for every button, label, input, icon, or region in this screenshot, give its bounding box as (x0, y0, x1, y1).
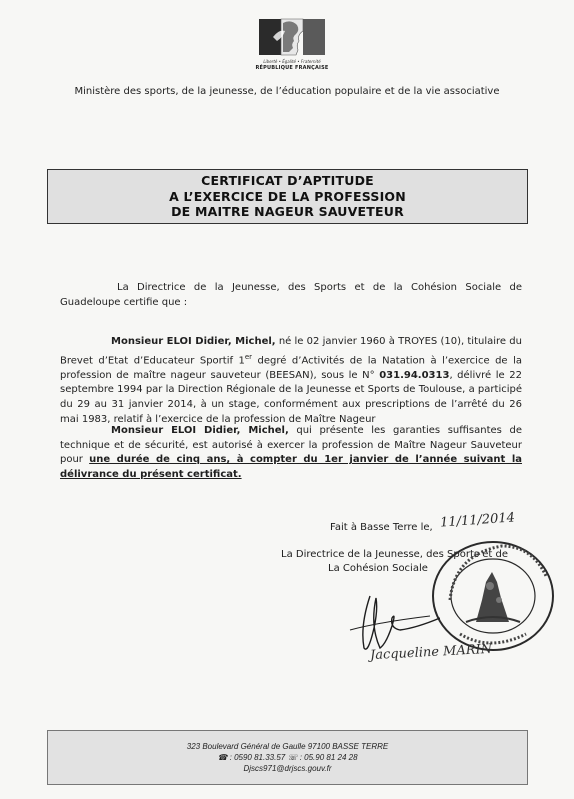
logo-republic: RÉPUBLIQUE FRANÇAISE (255, 65, 329, 71)
diploma-number: 031.94.0313 (379, 369, 450, 381)
authorization-paragraph (60, 424, 522, 483)
holder-text-b: degré d’Activités de la Natation à l’exercice de la profession de maître nageur sauveteur (BEESAN), sous le N° (60, 355, 522, 381)
holder-text-a: né le 02 janvier 1960 à TROYES (10), titulaire du Brevet d’Etat d’Educateur Sportif 1 (60, 336, 522, 367)
certificate-title (47, 169, 528, 224)
signatory-role-line-1: La Directrice de la Jeunesse, des Sports et de (281, 549, 509, 560)
holder-text-c: , délivré le 22 septembre 1994 par la Direction Régionale de la Jeunesse et Sports de Toulouse, a participé du 29 au 31 janvier 2014, à un stage, conformément aux prescriptions de l’arrêté du 26 mai 1983, relatif à l’exercice de la profession de Maître Nageur (60, 369, 522, 425)
intro-paragraph (60, 281, 522, 310)
handwritten-date: 11/11/2014 (439, 510, 516, 531)
holder-paragraph (60, 335, 522, 428)
footer-contact (47, 730, 528, 785)
intro-text: La Directrice de la Jeunesse, des Sports et de la Cohésion Sociale de Guadeloupe certifie que : (60, 282, 522, 308)
holder-name-2: Monsieur ELOI Didier, Michel, (111, 425, 289, 436)
holder-name: Monsieur ELOI Didier, Michel, (111, 336, 276, 347)
authorization-text: qui présente les garanties suffisantes de technique et de sécurité, est autorisé à exercer la profession de Maître Nageur Sauveteur pour (60, 425, 522, 466)
signatory-role-line-2: La Cohésion Sociale (328, 563, 428, 574)
validity-duration: une durée de cinq ans, à compter du 1er janvier de l’année suivant la délivrance du présent certificat. (60, 454, 523, 481)
title-line-1: CERTIFICAT D’APTITUDE (201, 173, 374, 189)
degree-sup: er (244, 352, 253, 361)
footer-email: Djscs971@drjscs.gouv.fr (243, 764, 332, 773)
official-stamp (428, 538, 558, 654)
title-line-2: A L’EXERCICE DE LA PROFESSION (169, 188, 406, 204)
ministry-name: Ministère des sports, de la jeunesse, de l’éducation populaire et de la vie associative (74, 86, 500, 97)
title-line-3: DE MAITRE NAGEUR SAUVETEUR (171, 204, 404, 220)
footer-phones: ☎ : 0590 81.33.57 ☏ : 05.90 81 24 28 (217, 753, 358, 762)
logo-motto: Liberté • Égalité • Fraternité (263, 59, 321, 64)
signature-place: Fait à Basse Terre le, (330, 522, 433, 533)
footer-address: 323 Boulevard Général de Gaulle 97100 BASSE TERRE (186, 742, 389, 751)
handwritten-name: Jacqueline MARIN (369, 641, 493, 664)
